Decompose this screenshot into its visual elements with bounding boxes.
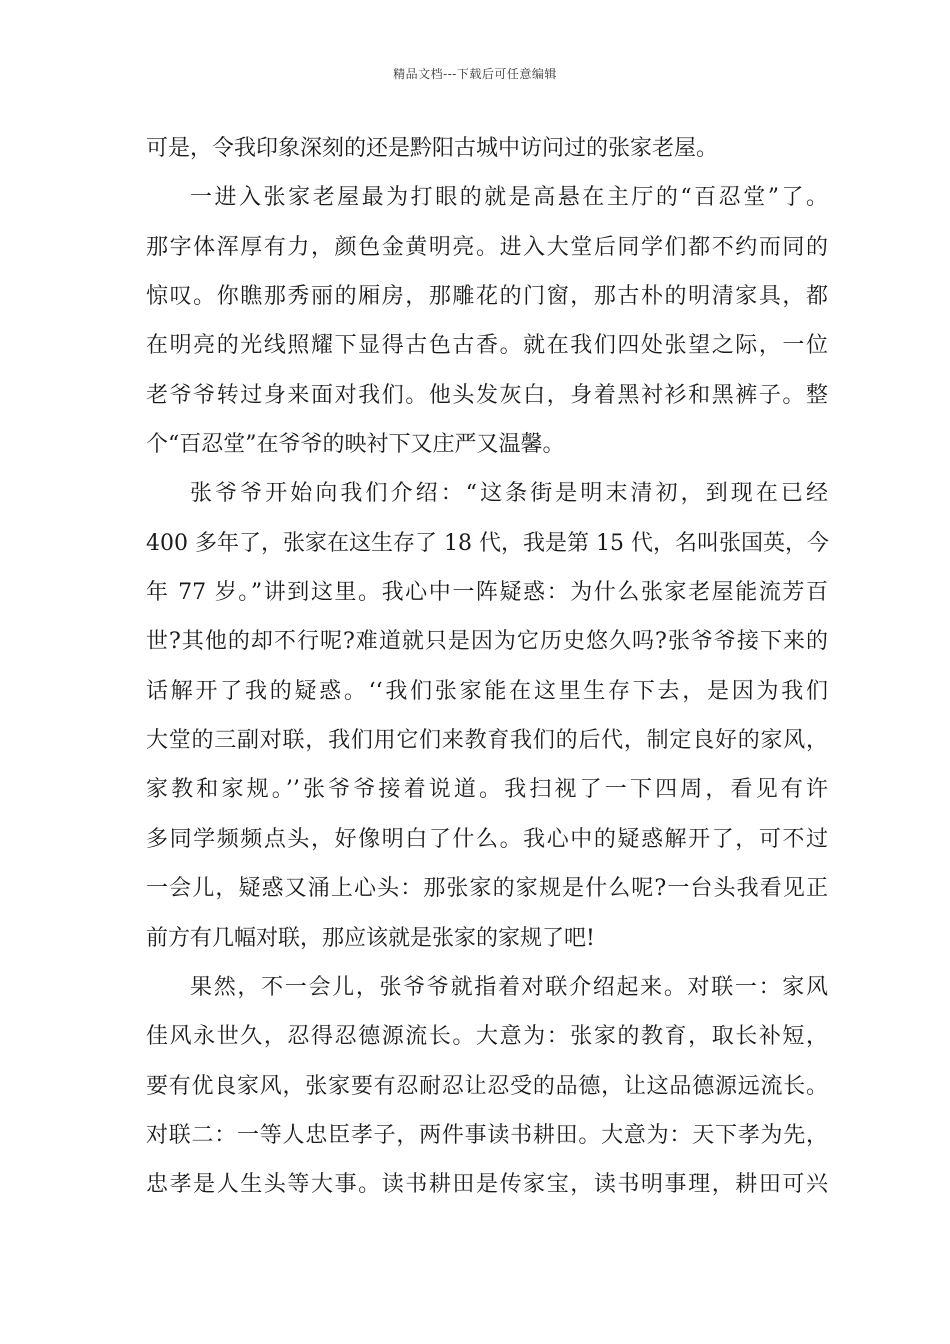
text-line: 老爷爷转过身来面对我们。他头发灰白，身着黑衬衫和黑裤子。整 [146,382,828,408]
text-line: 世?其他的却不行呢?难道就只是因为它历史悠久吗?张爷爷接下来的 [146,629,828,655]
text-line: 佳风永世久，忍得忍德源流长。大意为：张家的教育，取长补短， [146,1024,828,1050]
text-line: 多同学频频点头，好像明白了什么。我心中的疑惑解开了，可不过 [146,826,828,852]
text-line: 可是，令我印象深刻的还是黔阳古城中访问过的张家老屋。 [146,136,719,161]
text-line: 大堂的三副对联，我们用它们来教育我们的后代，制定良好的家风， [146,728,828,754]
text-line: 张爷爷开始向我们介绍：“这条街是明末清初，到现在已经 [190,481,828,507]
text-line: 对联二：一等人忠臣孝子，两件事读书耕田。大意为：天下孝为先， [146,1122,828,1148]
text-line: 要有优良家风，张家要有忍耐忍让忍受的品德，让这品德源远流长。 [146,1073,828,1099]
article-body [146,124,828,1210]
text-line: 个“百忍堂”在爷爷的映衬下又庄严又温馨。 [146,432,565,458]
text-line: 那字体浑厚有力，颜色金黄明亮。进入大堂后同学们都不约而同的 [146,234,828,260]
text-line: 忠孝是人生头等大事。读书耕田是传家宝，读书明事理，耕田可兴 [146,1172,828,1198]
text-line: 400 多年了，张家在这生存了 18 代，我是第 15 代，名叫张国英，今 [146,530,829,556]
text-line: 话解开了我的疑惑。‘‘我们张家能在这里生存下去，是因为我们 [146,678,828,704]
text-line: 在明亮的光线照耀下显得古色古香。就在我们四处张望之际，一位 [146,333,828,359]
text-line: 一会儿，疑惑又涌上心头：那张家的家规是什么呢?一台头我看见正 [146,876,828,902]
text-line: 惊叹。你瞧那秀丽的厢房，那雕花的门窗，那古朴的明清家具，都 [146,284,828,310]
page-header: 精品文档---下载后可任意编辑 [393,67,557,81]
text-line: 果然，不一会儿，张爷爷就指着对联介绍起来。对联一：家风 [190,974,828,1000]
text-line: 家教和家规。’’张爷爷接着说道。我扫视了一下四周，看见有许 [146,777,828,803]
text-line: 前方有几幅对联，那应该就是张家的家规了吧! [146,925,595,951]
text-line: 年 77 岁。”讲到这里。我心中一阵疑惑：为什么张家老屋能流芳百 [146,580,828,606]
text-line: 一进入张家老屋最为打眼的就是高悬在主厅的“百忍堂”了。 [190,185,828,211]
